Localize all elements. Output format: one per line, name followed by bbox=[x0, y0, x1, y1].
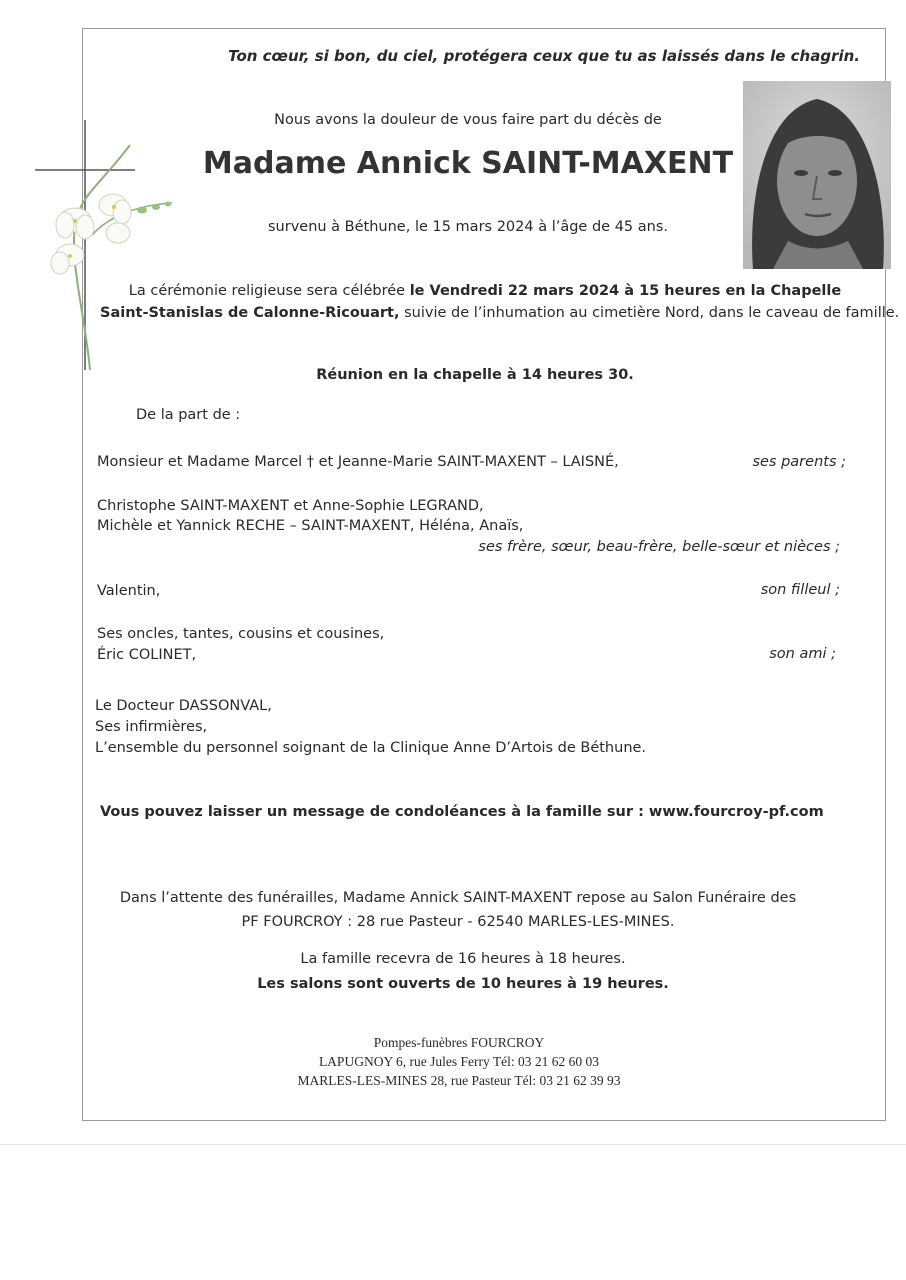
friend-name: Éric COLINET, bbox=[97, 647, 197, 663]
visits-line: La famille recevra de 16 heures à 18 heures. bbox=[300, 951, 626, 967]
parents-names: Monsieur et Madame Marcel † et Jeanne-Marie SAINT-MAXENT – LAISNÉ, bbox=[97, 454, 619, 470]
nurses-line: Ses infirmières, bbox=[95, 719, 208, 735]
ceremony-date: le Vendredi 22 mars 2024 à 15 heures en la Chapelle bbox=[409, 283, 842, 299]
staff-line: L’ensemble du personnel soignant de la Clinique Anne D’Artois de Béthune. bbox=[95, 740, 647, 756]
death-line: survenu à Béthune, le 15 mars 2024 à l’âge de 45 ans. bbox=[267, 219, 668, 235]
condolences-line: Vous pouvez laisser un message de condoléances à la famille sur : www.fourcroy-pf.com bbox=[100, 804, 824, 820]
footer-office-2: MARLES-LES-MINES 28, rue Pasteur Tél: 03 21 62 39 93 bbox=[297, 1073, 621, 1088]
friend-relation: son ami ; bbox=[769, 646, 836, 662]
ceremony-text-2: suivie de l’inhumation au cimetière Nord, dans le caveau de famille. bbox=[399, 305, 900, 321]
relatives-line: Ses oncles, tantes, cousins et cousines, bbox=[97, 626, 385, 642]
footer-company: Pompes-funèbres FOURCROY bbox=[373, 1035, 545, 1050]
from-label: De la part de : bbox=[136, 407, 241, 423]
ceremony-text-1: La cérémonie religieuse sera célébrée bbox=[128, 283, 410, 299]
deceased-name: Madame Annick SAINT-MAXENT bbox=[202, 146, 734, 181]
godson-relation: son filleul ; bbox=[760, 582, 840, 598]
epigraph: Ton cœur, si bon, du ciel, protégera ceux que tu as laissés dans le chagrin. bbox=[228, 47, 860, 65]
siblings-line-1: Christophe SAINT-MAXENT et Anne-Sophie LEGRAND, bbox=[97, 498, 484, 514]
godson-name: Valentin, bbox=[97, 583, 161, 599]
rest-line-2: PF FOURCROY : 28 rue Pasteur - 62540 MARLES-LES-MINES. bbox=[241, 914, 675, 930]
siblings-line-2: Michèle et Yannick RECHE – SAINT-MAXENT, Héléna, Anaïs, bbox=[97, 518, 524, 534]
reunion-line: Réunion en la chapelle à 14 heures 30. bbox=[316, 367, 634, 383]
hours-line: Les salons sont ouverts de 10 heures à 19 heures. bbox=[257, 976, 669, 992]
siblings-relation: ses frère, sœur, beau-frère, belle-sœur et nièces ; bbox=[478, 539, 840, 555]
ceremony-paragraph bbox=[100, 280, 900, 324]
page-edge-line bbox=[0, 1144, 906, 1145]
doctor-line: Le Docteur DASSONVAL, bbox=[95, 698, 272, 714]
intro-line: Nous avons la douleur de vous faire part du décès de bbox=[274, 112, 662, 128]
rest-line-1: Dans l’attente des funérailles, Madame Annick SAINT-MAXENT repose au Salon Funéraire des bbox=[119, 890, 797, 906]
parents-relation: ses parents ; bbox=[752, 454, 846, 470]
footer-office-1: LAPUGNOY 6, rue Jules Ferry Tél: 03 21 62 60 03 bbox=[318, 1054, 600, 1069]
ceremony-location: Saint-Stanislas de Calonne-Ricouart, bbox=[100, 305, 400, 321]
